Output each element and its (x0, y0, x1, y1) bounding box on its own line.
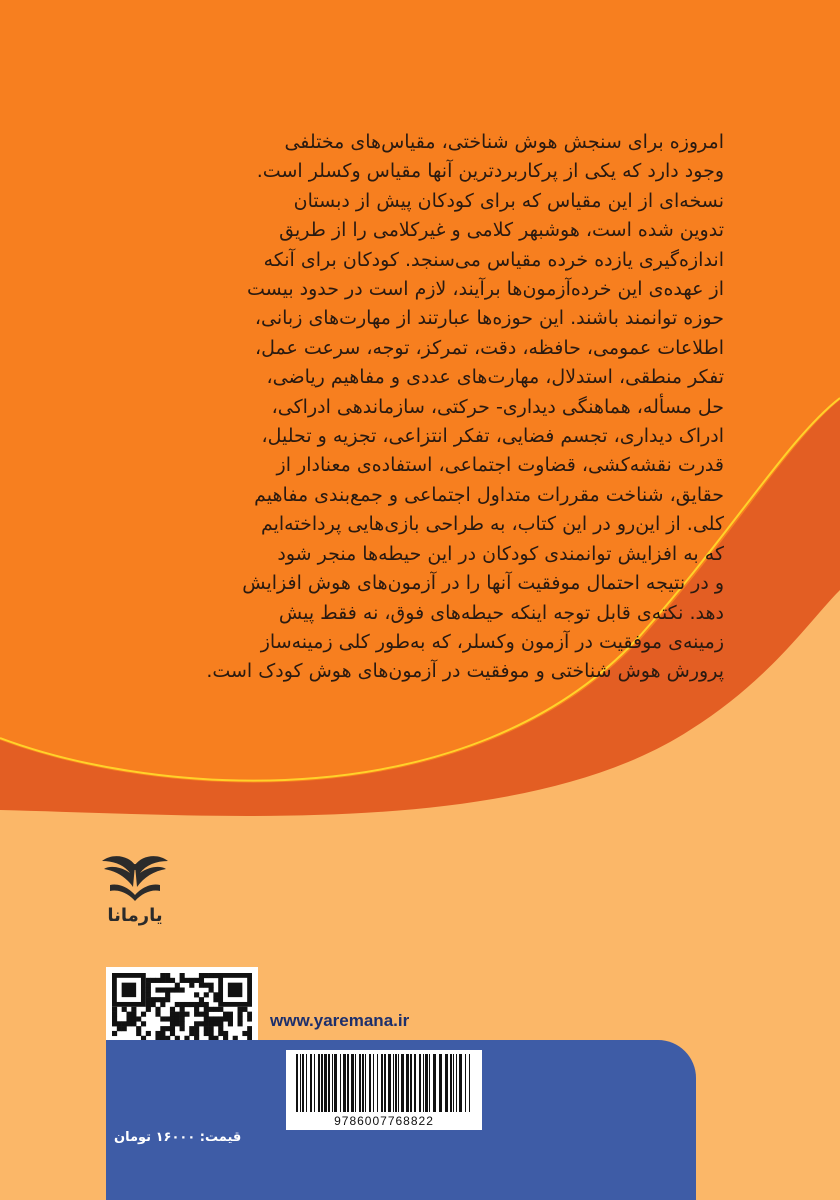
description-line: اطلاعات عمومی، حافظه، دقت، تمرکز، توجه، سرعت عمل، (255, 336, 724, 359)
description-line: قدرت نقشه‌کشی، قضاوت اجتماعی، استفاده‌ی معنادار از (276, 454, 724, 477)
description-line: حقایق، شناخت مقررات متداول اجتماعی و جمع‌بندی مفاهیم (254, 483, 724, 506)
description-line: زمینه‌ی موفقیت در آزمون وکسلر، که به‌طور کلی زمینه‌ساز (260, 630, 724, 653)
open-book-wings-icon (100, 855, 170, 907)
description-line: نسخه‌ای از این مقیاس که برای کودکان پیش از دبستان (293, 189, 724, 212)
isbn-barcode (286, 1050, 482, 1130)
price-label: قیمت: ۱۶۰۰۰ تومان (114, 1130, 242, 1145)
description-line: وجود دارد که یکی از پرکاربردترین آنها مقیاس وکسلر است. (256, 160, 724, 183)
description-line: دهد. نکته‌ی قابل توجه اینکه حیطه‌های فوق، نه فقط پیش (278, 601, 724, 624)
isbn-number: 9786007768822 (334, 1114, 434, 1128)
description-line: و در نتیجه احتمال موفقیت آنها را در آزمون‌های هوش افزایش (242, 572, 724, 595)
description-line: از عهده‌ی این خرده‌آزمون‌ها برآیند، لازم است در حدود بیست (246, 278, 724, 301)
description-line: حل مسأله، هماهنگی دیداری- حرکتی، سازماندهی ادراکی، (271, 395, 724, 418)
description-line: پرورش هوش شناختی و موفقیت در آزمون‌های هوش کودک است. (206, 660, 724, 683)
description-line: تفکر منطقی، استدلال، مهارت‌های عددی و مفاهیم ریاضی، (266, 366, 724, 389)
description-line: کلی. از این‌رو در این کتاب، به طراحی بازی‌هایی پرداخته‌ایم (260, 513, 724, 536)
publisher-website: www.yaremana.ir (270, 1011, 410, 1030)
description-line: اندازه‌گیری یازده خرده مقیاس می‌سنجد. کودکان برای آنکه (263, 248, 724, 271)
publisher-logo (100, 855, 164, 926)
barcode-icon (294, 1054, 474, 1112)
description-line: که به افزایش توانمندی کودکان در این حیطه‌ها منجر شود (277, 542, 724, 565)
description-line: امروزه برای سنجش هوش شناختی، مقیاس‌های مختلفی (284, 131, 724, 153)
description-line: تدوین شده است، هوشبهر کلامی و غیرکلامی را از طریق (279, 219, 724, 242)
cover-description (104, 128, 724, 687)
description-line: ادراک دیداری، تجسم فضایی، تفکر انتزاعی، تجزیه و تحلیل، (261, 425, 724, 448)
publisher-name: یارمانا (107, 905, 163, 926)
description-line: حوزه توانمند باشند. این حوزه‌ها عبارتند از مهارت‌های زبانی، (254, 307, 724, 330)
